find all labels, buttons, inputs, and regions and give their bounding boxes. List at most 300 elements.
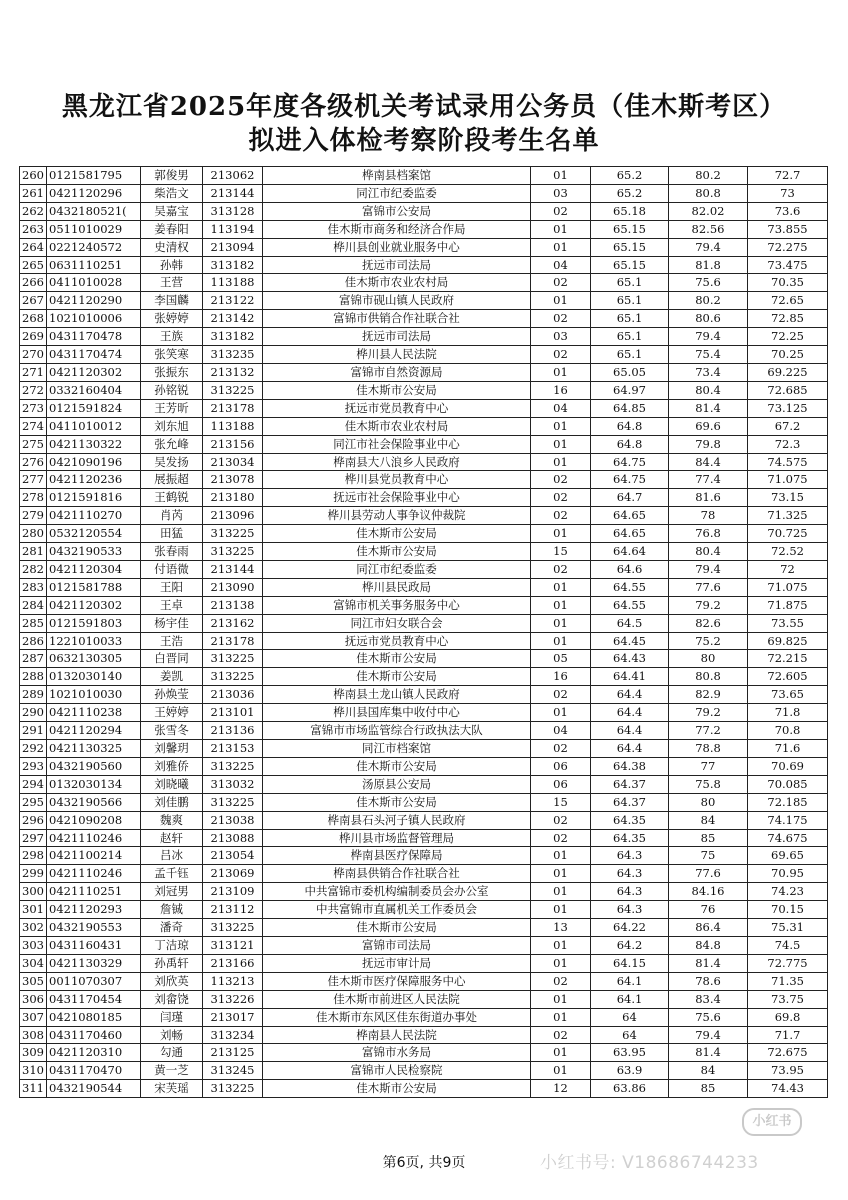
candidate-name: 刘畅 [141, 1026, 203, 1044]
position-code: 213156 [203, 435, 263, 453]
written-score: 64.64 [591, 543, 669, 561]
row-number: 289 [20, 686, 47, 704]
position-code: 313225 [203, 793, 263, 811]
total-score: 71.075 [748, 471, 828, 489]
candidate-name: 李国麟 [141, 292, 203, 310]
employer-unit: 桦川县市场监督管理局 [263, 829, 531, 847]
position-code: 213153 [203, 740, 263, 758]
position-code: 213096 [203, 507, 263, 525]
position-code: 313225 [203, 668, 263, 686]
row-number: 308 [20, 1026, 47, 1044]
exam-id: 1021010006 [47, 310, 141, 328]
interview-score: 86.4 [669, 919, 748, 937]
candidate-name: 张雪冬 [141, 722, 203, 740]
candidate-name: 孙韩 [141, 256, 203, 274]
exam-id: 0431170478 [47, 328, 141, 346]
total-score: 69.8 [748, 1008, 828, 1026]
written-score: 64.65 [591, 507, 669, 525]
written-score: 65.1 [591, 346, 669, 364]
interview-score: 75.6 [669, 1008, 748, 1026]
table-row [20, 220, 828, 238]
total-score: 71.35 [748, 972, 828, 990]
employer-unit: 桦川县党员教育中心 [263, 471, 531, 489]
position-seq: 01 [531, 435, 591, 453]
candidate-name: 黄一芝 [141, 1062, 203, 1080]
exam-id: 0431170460 [47, 1026, 141, 1044]
table-row [20, 650, 828, 668]
position-code: 313128 [203, 202, 263, 220]
employer-unit: 同江市纪委监委 [263, 560, 531, 578]
position-seq: 01 [531, 596, 591, 614]
position-code: 213088 [203, 829, 263, 847]
exam-id: 0432190544 [47, 1080, 141, 1098]
written-score: 64.1 [591, 990, 669, 1008]
interview-score: 75.8 [669, 775, 748, 793]
interview-score: 78 [669, 507, 748, 525]
position-code: 313225 [203, 525, 263, 543]
written-score: 64.75 [591, 471, 669, 489]
written-score: 65.1 [591, 274, 669, 292]
exam-id: 0631110251 [47, 256, 141, 274]
candidate-name: 刘馨玥 [141, 740, 203, 758]
candidate-name: 杨宇佳 [141, 614, 203, 632]
row-number: 266 [20, 274, 47, 292]
position-seq: 03 [531, 328, 591, 346]
total-score: 70.69 [748, 757, 828, 775]
total-score: 70.15 [748, 901, 828, 919]
exam-id: 0432190566 [47, 793, 141, 811]
exam-id: 1221010033 [47, 632, 141, 650]
position-seq: 02 [531, 310, 591, 328]
position-seq: 06 [531, 775, 591, 793]
written-score: 65.1 [591, 328, 669, 346]
exam-id: 0121581795 [47, 167, 141, 185]
position-seq: 01 [531, 632, 591, 650]
written-score: 64.3 [591, 865, 669, 883]
position-code: 213144 [203, 184, 263, 202]
total-score: 72.65 [748, 292, 828, 310]
total-score: 71.7 [748, 1026, 828, 1044]
exam-id: 0421110246 [47, 865, 141, 883]
interview-score: 79.8 [669, 435, 748, 453]
exam-id: 0411010028 [47, 274, 141, 292]
candidate-name: 刘冠男 [141, 883, 203, 901]
total-score: 71.6 [748, 740, 828, 758]
position-code: 213162 [203, 614, 263, 632]
exam-id: 0431170470 [47, 1062, 141, 1080]
table-row [20, 1026, 828, 1044]
interview-score: 80 [669, 793, 748, 811]
position-code: 213138 [203, 596, 263, 614]
table-row [20, 292, 828, 310]
position-code: 313226 [203, 990, 263, 1008]
total-score: 73.6 [748, 202, 828, 220]
employer-unit: 富锦市司法局 [263, 936, 531, 954]
position-seq: 16 [531, 381, 591, 399]
exam-id: 0421110251 [47, 883, 141, 901]
position-code: 313225 [203, 1080, 263, 1098]
interview-score: 78.8 [669, 740, 748, 758]
position-seq: 02 [531, 471, 591, 489]
interview-score: 76 [669, 901, 748, 919]
total-score: 72.25 [748, 328, 828, 346]
total-score: 73.125 [748, 399, 828, 417]
employer-unit: 佳木斯市东风区佳东街道办事处 [263, 1008, 531, 1026]
table-row [20, 954, 828, 972]
table-row [20, 1008, 828, 1026]
position-code: 213109 [203, 883, 263, 901]
interview-score: 81.4 [669, 399, 748, 417]
exam-id: 0421120310 [47, 1044, 141, 1062]
exam-id: 0121591824 [47, 399, 141, 417]
employer-unit: 中共富锦市直属机关工作委员会 [263, 901, 531, 919]
row-number: 279 [20, 507, 47, 525]
candidate-name: 柴浩文 [141, 184, 203, 202]
interview-score: 83.4 [669, 990, 748, 1008]
exam-id: 0421100214 [47, 847, 141, 865]
written-score: 64.3 [591, 883, 669, 901]
position-seq: 02 [531, 686, 591, 704]
position-code: 213069 [203, 865, 263, 883]
employer-unit: 同江市档案馆 [263, 740, 531, 758]
table-row [20, 1044, 828, 1062]
written-score: 64.8 [591, 417, 669, 435]
exam-id: 0432190533 [47, 543, 141, 561]
candidate-name: 孙禹轩 [141, 954, 203, 972]
written-score: 64.55 [591, 578, 669, 596]
candidate-name: 刘佳鹏 [141, 793, 203, 811]
employer-unit: 桦川县创业就业服务中心 [263, 238, 531, 256]
total-score: 71.075 [748, 578, 828, 596]
interview-score: 82.9 [669, 686, 748, 704]
position-code: 213054 [203, 847, 263, 865]
employer-unit: 佳木斯市农业农村局 [263, 417, 531, 435]
written-score: 64 [591, 1008, 669, 1026]
interview-score: 77.4 [669, 471, 748, 489]
row-number: 300 [20, 883, 47, 901]
position-seq: 02 [531, 740, 591, 758]
exam-id: 0532120554 [47, 525, 141, 543]
position-seq: 02 [531, 274, 591, 292]
written-score: 64.1 [591, 972, 669, 990]
position-seq: 01 [531, 614, 591, 632]
written-score: 64.2 [591, 936, 669, 954]
employer-unit: 桦南县档案馆 [263, 167, 531, 185]
candidate-name: 张允峰 [141, 435, 203, 453]
candidate-name: 王阳 [141, 578, 203, 596]
candidate-name: 吴嘉宝 [141, 202, 203, 220]
table-row [20, 202, 828, 220]
position-code: 213078 [203, 471, 263, 489]
row-number: 307 [20, 1008, 47, 1026]
interview-score: 79.4 [669, 560, 748, 578]
candidate-name: 王营 [141, 274, 203, 292]
total-score: 70.95 [748, 865, 828, 883]
employer-unit: 桦南县人民法院 [263, 1026, 531, 1044]
written-score: 64.37 [591, 775, 669, 793]
candidate-name: 张春雨 [141, 543, 203, 561]
interview-score: 84 [669, 811, 748, 829]
total-score: 72.85 [748, 310, 828, 328]
table-row [20, 686, 828, 704]
total-score: 72.675 [748, 1044, 828, 1062]
exam-id: 0511010029 [47, 220, 141, 238]
row-number: 287 [20, 650, 47, 668]
total-score: 67.2 [748, 417, 828, 435]
position-seq: 02 [531, 972, 591, 990]
exam-id: 0432180521( [47, 202, 141, 220]
interview-score: 73.4 [669, 363, 748, 381]
table-row [20, 507, 828, 525]
table-row [20, 525, 828, 543]
page-footer: 第6页, 共9页 [382, 1155, 466, 1171]
written-score: 65.1 [591, 292, 669, 310]
row-number: 290 [20, 704, 47, 722]
row-number: 288 [20, 668, 47, 686]
row-number: 303 [20, 936, 47, 954]
total-score: 74.575 [748, 453, 828, 471]
candidate-name: 赵轩 [141, 829, 203, 847]
employer-unit: 抚远市党员教育中心 [263, 399, 531, 417]
exam-id: 0332160404 [47, 381, 141, 399]
row-number: 276 [20, 453, 47, 471]
interview-score: 79.2 [669, 704, 748, 722]
total-score: 73.855 [748, 220, 828, 238]
employer-unit: 佳木斯市公安局 [263, 757, 531, 775]
candidate-name: 孙铭锐 [141, 381, 203, 399]
row-number: 271 [20, 363, 47, 381]
total-score: 70.35 [748, 274, 828, 292]
written-score: 64.75 [591, 453, 669, 471]
total-score: 72.685 [748, 381, 828, 399]
employer-unit: 佳木斯市公安局 [263, 650, 531, 668]
candidate-name: 王族 [141, 328, 203, 346]
position-code: 113213 [203, 972, 263, 990]
position-code: 313182 [203, 328, 263, 346]
table-row [20, 453, 828, 471]
employer-unit: 佳木斯市前进区人民法院 [263, 990, 531, 1008]
candidate-name: 刘晓曦 [141, 775, 203, 793]
table-row [20, 865, 828, 883]
employer-unit: 汤原县公安局 [263, 775, 531, 793]
employer-unit: 佳木斯市公安局 [263, 919, 531, 937]
row-number: 278 [20, 489, 47, 507]
interview-score: 79.2 [669, 596, 748, 614]
position-seq: 02 [531, 811, 591, 829]
written-score: 63.95 [591, 1044, 669, 1062]
written-score: 64.3 [591, 901, 669, 919]
employer-unit: 桦南县土龙山镇人民政府 [263, 686, 531, 704]
total-score: 70.25 [748, 346, 828, 364]
row-number: 277 [20, 471, 47, 489]
interview-score: 81.6 [669, 489, 748, 507]
position-seq: 02 [531, 829, 591, 847]
total-score: 73.95 [748, 1062, 828, 1080]
candidate-name: 刘东旭 [141, 417, 203, 435]
written-score: 64.38 [591, 757, 669, 775]
row-number: 301 [20, 901, 47, 919]
position-seq: 02 [531, 507, 591, 525]
written-score: 65.05 [591, 363, 669, 381]
position-code: 213094 [203, 238, 263, 256]
page-title: 黑龙江省2025年度各级机关考试录用公务员（佳木斯考区） [61, 92, 787, 122]
employer-unit: 桦川县民政局 [263, 578, 531, 596]
table-row [20, 363, 828, 381]
employer-unit: 抚远市社会保险事业中心 [263, 489, 531, 507]
exam-id: 0221240572 [47, 238, 141, 256]
exam-id: 0421120236 [47, 471, 141, 489]
row-number: 306 [20, 990, 47, 1008]
total-score: 72.215 [748, 650, 828, 668]
row-number: 280 [20, 525, 47, 543]
position-code: 213132 [203, 363, 263, 381]
table-row [20, 740, 828, 758]
candidate-name: 张振东 [141, 363, 203, 381]
interview-score: 79.4 [669, 238, 748, 256]
table-row [20, 883, 828, 901]
position-seq: 01 [531, 578, 591, 596]
row-number: 265 [20, 256, 47, 274]
row-number: 281 [20, 543, 47, 561]
position-seq: 12 [531, 1080, 591, 1098]
exam-id: 0411010012 [47, 417, 141, 435]
position-seq: 16 [531, 668, 591, 686]
row-number: 304 [20, 954, 47, 972]
candidate-name: 宋芙瑶 [141, 1080, 203, 1098]
interview-score: 85 [669, 829, 748, 847]
total-score: 71.325 [748, 507, 828, 525]
row-number: 270 [20, 346, 47, 364]
employer-unit: 抚远市司法局 [263, 328, 531, 346]
total-score: 72.605 [748, 668, 828, 686]
row-number: 282 [20, 560, 47, 578]
employer-unit: 桦川县国库集中收付中心 [263, 704, 531, 722]
candidate-name: 吴发扬 [141, 453, 203, 471]
table-row [20, 167, 828, 185]
total-score: 70.8 [748, 722, 828, 740]
total-score: 72.7 [748, 167, 828, 185]
table-row [20, 471, 828, 489]
interview-score: 75.2 [669, 632, 748, 650]
position-seq: 04 [531, 256, 591, 274]
position-code: 313234 [203, 1026, 263, 1044]
position-seq: 01 [531, 954, 591, 972]
row-number: 260 [20, 167, 47, 185]
candidate-name: 肖芮 [141, 507, 203, 525]
exam-id: 0121581788 [47, 578, 141, 596]
candidate-name: 孟千钰 [141, 865, 203, 883]
written-score: 64.45 [591, 632, 669, 650]
candidate-name: 展振超 [141, 471, 203, 489]
exam-id: 0421120304 [47, 560, 141, 578]
position-code: 313245 [203, 1062, 263, 1080]
written-score: 64.7 [591, 489, 669, 507]
candidate-name: 詹铖 [141, 901, 203, 919]
employer-unit: 同江市纪委监委 [263, 184, 531, 202]
position-code: 213090 [203, 578, 263, 596]
row-number: 297 [20, 829, 47, 847]
table-row [20, 543, 828, 561]
written-score: 64.55 [591, 596, 669, 614]
candidate-name: 勾通 [141, 1044, 203, 1062]
total-score: 72 [748, 560, 828, 578]
employer-unit: 佳木斯市商务和经济合作局 [263, 220, 531, 238]
position-code: 313121 [203, 936, 263, 954]
interview-score: 84.8 [669, 936, 748, 954]
written-score: 65.18 [591, 202, 669, 220]
interview-score: 80.2 [669, 167, 748, 185]
position-code: 213166 [203, 954, 263, 972]
position-code: 313225 [203, 543, 263, 561]
table-row [20, 1080, 828, 1098]
written-score: 65.15 [591, 238, 669, 256]
page-subtitle: 拟进入体检考察阶段考生名单 [248, 126, 600, 156]
employer-unit: 富锦市市场监管综合行政执法大队 [263, 722, 531, 740]
interview-score: 85 [669, 1080, 748, 1098]
position-seq: 15 [531, 793, 591, 811]
employer-unit: 桦川县人民法院 [263, 346, 531, 364]
candidate-name: 丁洁琼 [141, 936, 203, 954]
employer-unit: 佳木斯市公安局 [263, 525, 531, 543]
written-score: 64.15 [591, 954, 669, 972]
position-seq: 01 [531, 292, 591, 310]
written-score: 64.6 [591, 560, 669, 578]
total-score: 69.65 [748, 847, 828, 865]
position-code: 313225 [203, 650, 263, 668]
exam-id: 0431170474 [47, 346, 141, 364]
row-number: 262 [20, 202, 47, 220]
position-seq: 01 [531, 865, 591, 883]
position-seq: 01 [531, 1008, 591, 1026]
table-row [20, 596, 828, 614]
candidate-name: 魏爽 [141, 811, 203, 829]
row-number: 273 [20, 399, 47, 417]
exam-id: 0011070307 [47, 972, 141, 990]
written-score: 64.8 [591, 435, 669, 453]
row-number: 299 [20, 865, 47, 883]
table-row [20, 399, 828, 417]
written-score: 64.97 [591, 381, 669, 399]
interview-score: 75.4 [669, 346, 748, 364]
total-score: 72.3 [748, 435, 828, 453]
employer-unit: 富锦市公安局 [263, 202, 531, 220]
position-seq: 01 [531, 417, 591, 435]
watermark-id: 小红书号: V18686744233 [540, 1153, 759, 1173]
interview-score: 79.4 [669, 328, 748, 346]
interview-score: 78.6 [669, 972, 748, 990]
position-code: 213017 [203, 1008, 263, 1026]
candidate-name: 潘奇 [141, 919, 203, 937]
row-number: 295 [20, 793, 47, 811]
position-seq: 01 [531, 901, 591, 919]
interview-score: 79.4 [669, 1026, 748, 1044]
position-code: 213101 [203, 704, 263, 722]
total-score: 74.23 [748, 883, 828, 901]
written-score: 64.3 [591, 847, 669, 865]
exam-id: 0421130329 [47, 954, 141, 972]
total-score: 72.185 [748, 793, 828, 811]
position-code: 313235 [203, 346, 263, 364]
position-seq: 02 [531, 560, 591, 578]
exam-id: 0121591816 [47, 489, 141, 507]
table-row [20, 990, 828, 1008]
table-row [20, 668, 828, 686]
position-code: 213036 [203, 686, 263, 704]
interview-score: 82.6 [669, 614, 748, 632]
total-score: 74.175 [748, 811, 828, 829]
table-row [20, 793, 828, 811]
row-number: 269 [20, 328, 47, 346]
